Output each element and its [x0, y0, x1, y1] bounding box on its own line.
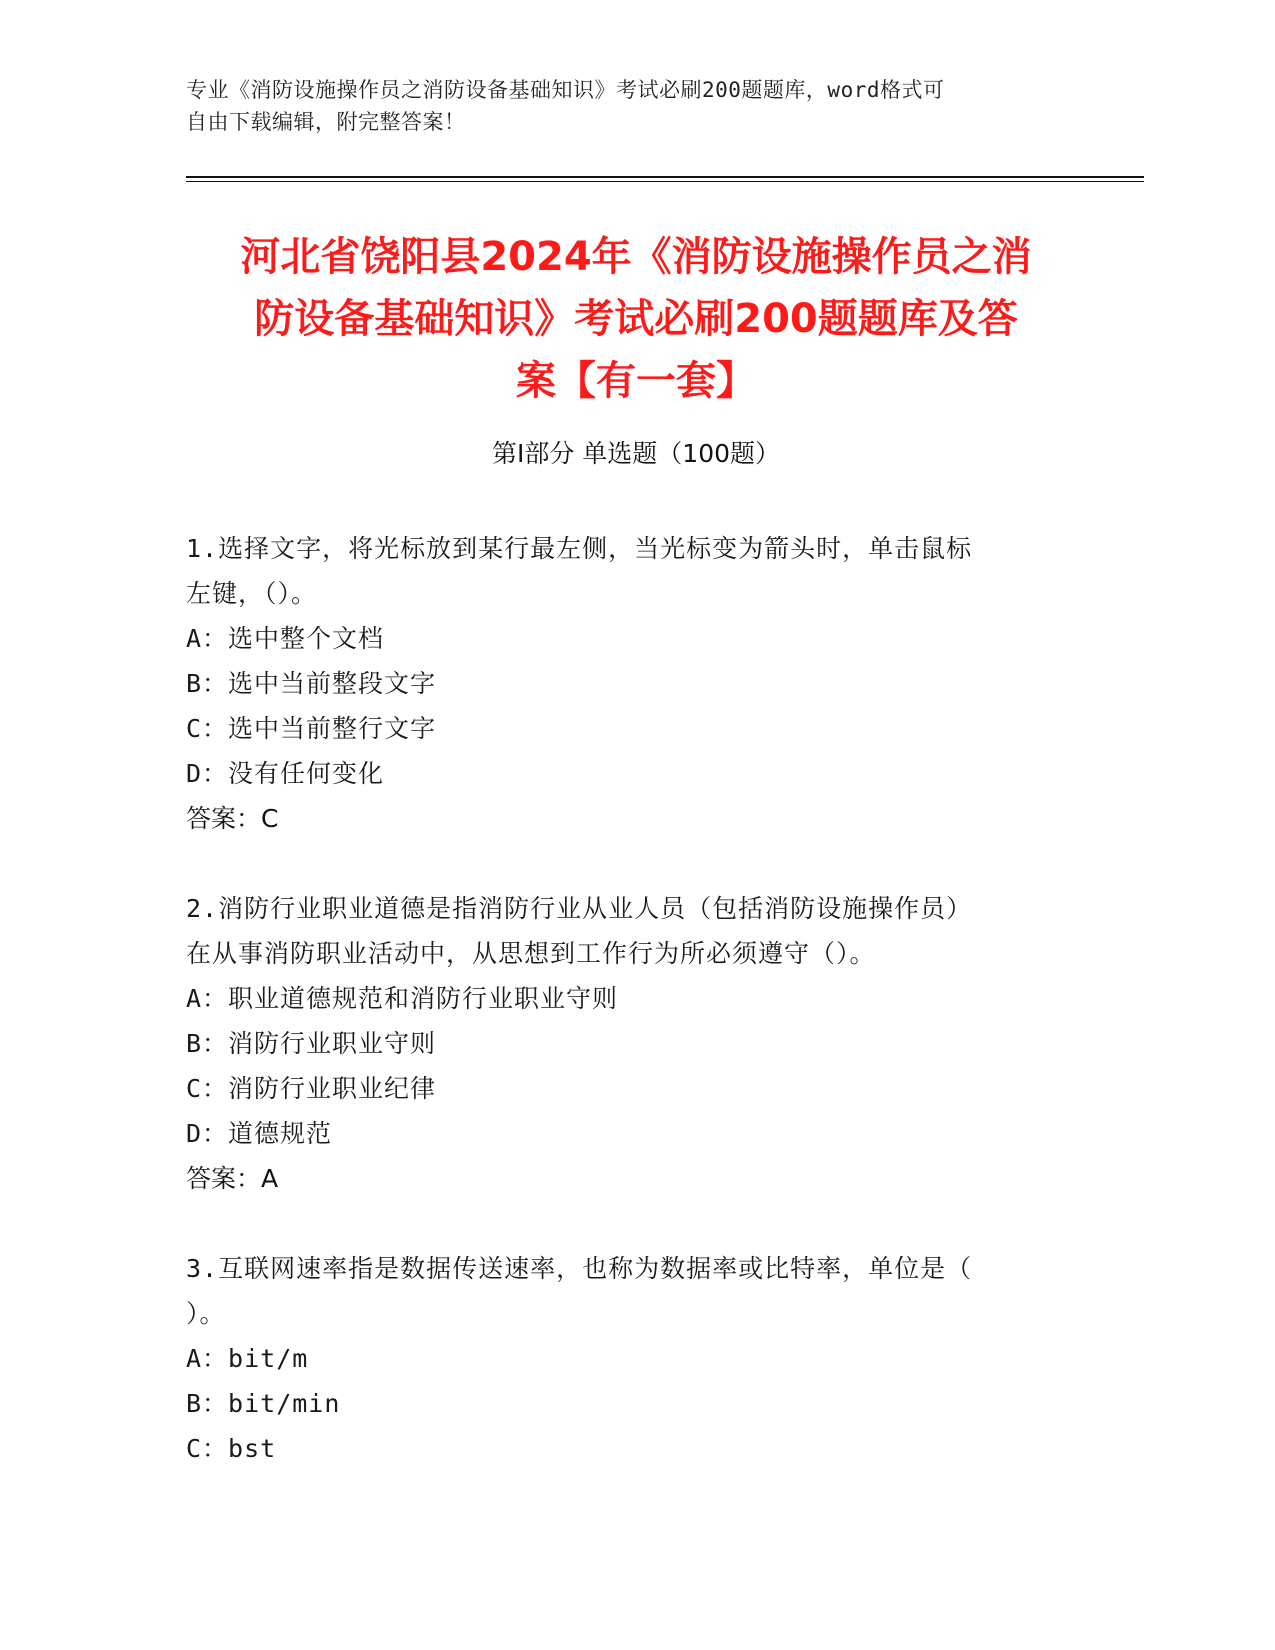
document-title-line-2: 防设备基础知识》考试必刷200题题库及答	[254, 296, 1018, 342]
question-3	[186, 1246, 1066, 1471]
option-b: B：bit/min	[186, 1389, 341, 1418]
answer: 答案：C	[186, 804, 279, 833]
section-title: 第I部分 单选题（100题）	[491, 439, 781, 468]
option-a: A：bit/m	[186, 1344, 309, 1373]
option-a: A：职业道德规范和消防行业职业守则	[186, 984, 619, 1013]
question-2	[186, 886, 1066, 1201]
question-stem-line: 2.消防行业职业道德是指消防行业从业人员（包括消防设施操作员）	[186, 894, 973, 923]
option-c: C：选中当前整行文字	[186, 714, 437, 743]
question-stem-line: 在从事消防职业活动中，从思想到工作行为所必须遵守（）。	[186, 939, 876, 968]
option-b: B：选中当前整段文字	[186, 669, 437, 698]
header-note-line-1: 专业《消防设施操作员之消防设备基础知识》考试必刷200题题库，word格式可	[186, 78, 945, 102]
question-stem-line: 1.选择文字，将光标放到某行最左侧，当光标变为箭头时，单击鼠标	[186, 534, 973, 563]
header-divider-thin	[186, 181, 1144, 182]
option-a: A：选中整个文档	[186, 624, 385, 653]
document-title	[186, 226, 1086, 412]
header-note-line-2: 自由下载编辑，附完整答案！	[186, 110, 466, 134]
header-note	[186, 74, 1086, 138]
header-divider-thick	[186, 176, 1144, 178]
question-stem-line: 左键，（）。	[186, 579, 318, 608]
option-c: C：消防行业职业纪律	[186, 1074, 437, 1103]
document-title-line-3: 案【有一套】	[516, 358, 756, 404]
question-1	[186, 526, 1066, 841]
option-b: B：消防行业职业守则	[186, 1029, 437, 1058]
option-d: D：没有任何变化	[186, 759, 385, 788]
document-title-line-1: 河北省饶阳县2024年《消防设施操作员之消	[240, 234, 1032, 280]
option-c: C：bst	[186, 1434, 277, 1463]
question-stem-line: ）。	[186, 1299, 226, 1328]
option-d: D：道德规范	[186, 1119, 333, 1148]
answer: 答案：A	[186, 1164, 279, 1193]
question-stem-line: 3.互联网速率指是数据传送速率，也称为数据率或比特率，单位是（	[186, 1254, 973, 1283]
question-list	[186, 526, 1066, 1516]
